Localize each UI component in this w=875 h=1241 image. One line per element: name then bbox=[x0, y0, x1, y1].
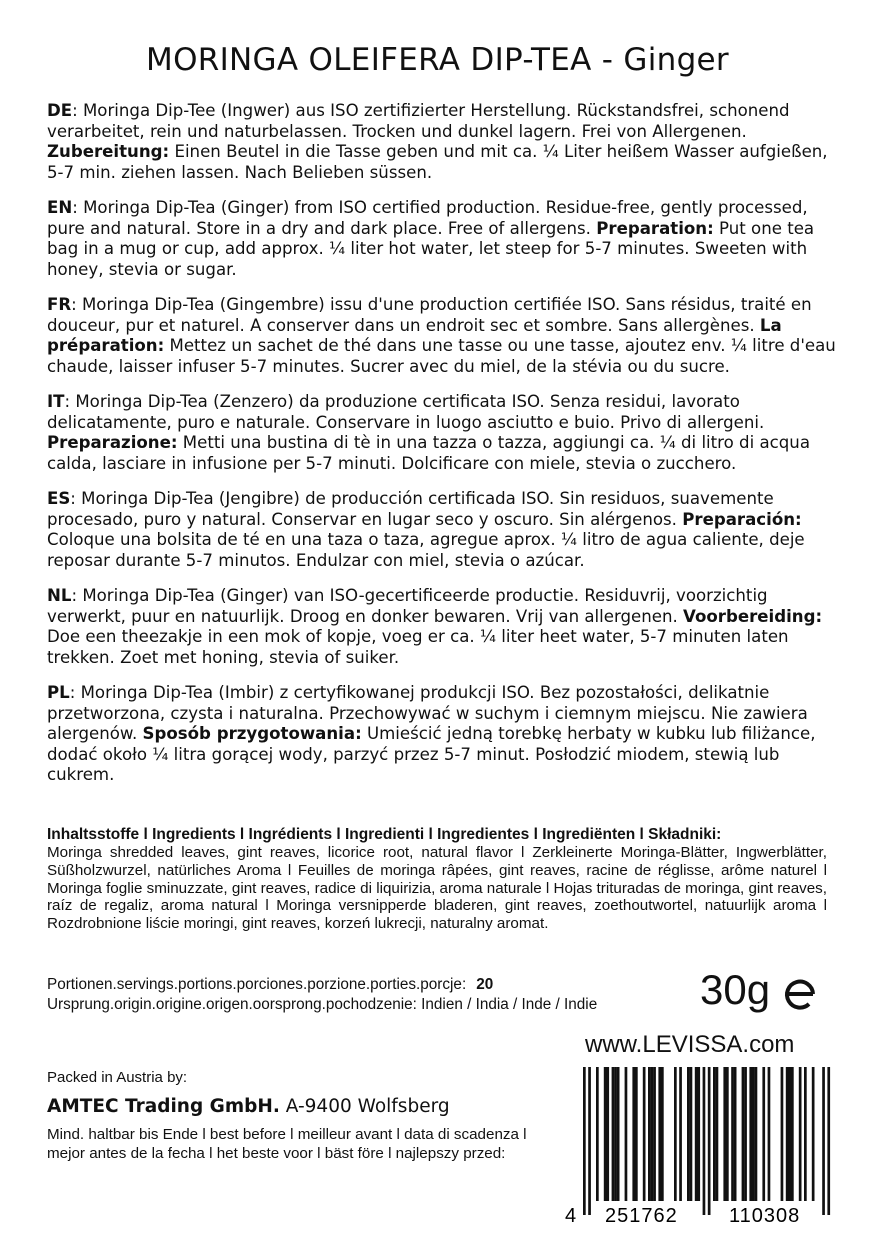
barcode-bar bbox=[755, 1067, 758, 1201]
section-pl bbox=[47, 683, 847, 786]
barcode-bar bbox=[812, 1067, 815, 1201]
barcode-bar bbox=[726, 1067, 729, 1201]
prep-label: Zubereitung: bbox=[47, 142, 170, 161]
barcode-bar bbox=[648, 1067, 651, 1201]
barcode-bar bbox=[614, 1067, 617, 1201]
lang-code: IT bbox=[47, 392, 65, 411]
barcode-bar bbox=[713, 1067, 716, 1201]
barcode-bar bbox=[781, 1067, 784, 1201]
section-text: : Moringa Dip-Tee (Ingwer) aus ISO zertifizierter Herstellung. Rückstandsfrei, schonend verarbeitet, rein und naturbelassen. Trocken und dunkel lagern. Frei von Allergenen. bbox=[47, 101, 790, 141]
barcode-right-digits: 110308 bbox=[729, 1205, 801, 1225]
barcode bbox=[565, 1067, 843, 1225]
section-de bbox=[47, 101, 847, 183]
barcode-bar bbox=[768, 1067, 771, 1201]
company-line bbox=[47, 1096, 450, 1117]
barcode-bar bbox=[658, 1067, 661, 1201]
origin-line: Ursprung.origin.origine.origen.oorsprong.pochodzenie: Indien / India / Inde / Indie bbox=[47, 996, 598, 1013]
section-text: : Moringa Dip-Tea (Jengibre) de producción certificada ISO. Sin residuos, suavemente procesado, puro y natural. Conservar en lugar seco y oscuro. Sin alérgenos. bbox=[47, 489, 774, 529]
barcode-bar bbox=[697, 1067, 700, 1201]
barcode-bar bbox=[734, 1067, 737, 1201]
lang-code: DE bbox=[47, 101, 73, 120]
barcode-bar bbox=[731, 1067, 734, 1201]
barcode-bar bbox=[695, 1067, 698, 1201]
barcode-bar bbox=[744, 1067, 747, 1201]
barcode-bar bbox=[708, 1067, 711, 1215]
barcode-first-digit: 4 bbox=[565, 1205, 577, 1225]
prep-text: Einen Beutel in die Tasse geben und mit ca. ¼ Liter heißem Wasser aufgießen, 5-7 min. ziehen lassen. Nach Belieben süssen. bbox=[47, 142, 828, 182]
best-before-label: Mind. haltbar bis Ende l best before l meilleur avant l data di scadenza l mejor antes de la fecha l het beste voor l bäst före l najlepszy przed: bbox=[47, 1126, 527, 1162]
barcode-bar bbox=[674, 1067, 677, 1201]
section-es bbox=[47, 489, 847, 571]
prep-text: Put one tea bag in a mug or cup, add approx. ¼ liter hot water, let steep for 5-7 minutes. Sweeten with honey, stevia or sugar. bbox=[47, 218, 815, 279]
prep-text: Metti una bustina di tè in una tazza o tazza, aggiungi ca. ¼ di litro di acqua calda, lasciare in infusione per 5-7 minuti. Dolcificare con miele, stevia o zucchero. bbox=[47, 433, 810, 473]
barcode-bars bbox=[583, 1067, 830, 1215]
website: www.LEVISSA.com bbox=[585, 1031, 795, 1058]
net-weight: 30g bbox=[700, 966, 771, 1013]
section-text: : Moringa Dip-Tea (Zenzero) da produzione certificata ISO. Senza residui, lavorato delicatamente, puro e naturale. Conservare in luogo asciutto e buio. Privo di allergeni. bbox=[47, 392, 765, 432]
section-text: : Moringa Dip-Tea (Ginger) from ISO certified production. Residue-free, gently processed, pure and natural. Store in a dry and dark place. Free of allergens. bbox=[47, 198, 808, 238]
barcode-bar bbox=[612, 1067, 615, 1201]
section-text: : Moringa Dip-Tea (Gingembre) issu d'une production certifiée ISO. Sans résidus, traité en douceur, pur et naturel. A conserver dans un endroit sec et sombre. Sans allergènes. bbox=[47, 295, 812, 335]
prep-text: Coloque una bolsita de té en una taza o taza, agregue aprox. ¼ litro de agua caliente, deje reposar durante 5-7 minutos. Endulzar con miel, stevia o azúcar. bbox=[47, 530, 805, 570]
packed-label: Packed in Austria by: bbox=[47, 1069, 188, 1086]
barcode-bar bbox=[749, 1067, 752, 1201]
barcode-bar bbox=[786, 1067, 789, 1201]
barcode-bar bbox=[822, 1067, 825, 1215]
prep-text: Umieścić jedną torebkę herbaty w kubku lub filiżance, dodać około ¼ litra gorącej wody, parzyć przez 5-7 minut. Posłodzić miodem, stewią lub cukrem. bbox=[47, 724, 816, 784]
prep-text: Doe een theezakje in een mok of kopje, voeg er ca. ¼ liter heet water, 5-7 minuten laten trekken. Zoet met honing, stevia of suiker. bbox=[47, 627, 789, 667]
portions-label: Portionen.servings.portions.porciones.porzione.porties.porcje: bbox=[47, 976, 467, 993]
language-sections bbox=[47, 101, 847, 801]
company-name: AMTEC Trading GmbH. bbox=[47, 1096, 280, 1117]
barcode-bar bbox=[804, 1067, 807, 1201]
barcode-bar bbox=[788, 1067, 791, 1201]
barcode-bar bbox=[752, 1067, 755, 1201]
prep-label: La préparation: bbox=[47, 315, 782, 355]
barcode-bar bbox=[716, 1067, 719, 1201]
ingredients-text: Moringa shredded leaves, gint reaves, licorice root, natural flavor l Zerkleinerte Moringa-Blätter, Ingwerblätter, Süßholzwurzel, natürliches Aroma l Feuilles de moringa râpées, gint reaves, racine de réglisse, arôme naturel l Moringa foglie sminuzzate, gint reaves, radice di liquirizia, aroma naturale l Hojas trituradas de moringa, gint reaves, raíz de regaliz, aroma natural l Moringa versnipperde bladeren, gint reaves, zoethoutwortel, natuurlijk aroma l Rozdrobnione liście moringi, gint reaves, korzeń lukrecji, naturalny aromat. bbox=[47, 844, 827, 933]
lang-code: NL bbox=[47, 586, 72, 605]
barcode-bar bbox=[827, 1067, 830, 1215]
barcode-bar bbox=[661, 1067, 664, 1201]
prep-label: Preparación: bbox=[682, 509, 802, 529]
prep-text: Mettez un sachet de thé dans une tasse ou une tasse, ajoutez env. ¼ litre d'eau chaude, laisser infuser 5-7 minutes. Sucrer avec du miel, de la stévia ou du sucre. bbox=[47, 336, 836, 376]
lang-code: ES bbox=[47, 489, 71, 508]
section-en bbox=[47, 198, 847, 280]
section-fr bbox=[47, 295, 847, 377]
barcode-bar bbox=[635, 1067, 638, 1201]
barcode-bar bbox=[679, 1067, 682, 1201]
barcode-bar bbox=[632, 1067, 635, 1201]
prep-label: Sposób przygotowania: bbox=[142, 724, 362, 743]
barcode-bar bbox=[583, 1067, 586, 1215]
prep-label: Voorbereiding: bbox=[683, 606, 823, 626]
barcode-bar bbox=[588, 1067, 591, 1215]
section-text: : Moringa Dip-Tea (Imbir) z certyfikowanej produkcji ISO. Bez pozostałości, delikatnie przetworzona, czysta i naturalna. Przechowywać w suchym i ciemnym miejscu. Nie zawiera alergenów. bbox=[47, 683, 808, 743]
lang-code: EN bbox=[47, 198, 73, 217]
barcode-left-digits: 251762 bbox=[605, 1205, 678, 1225]
barcode-bar bbox=[617, 1067, 620, 1201]
barcode-bar bbox=[606, 1067, 609, 1201]
barcode-bar bbox=[690, 1067, 693, 1201]
section-it bbox=[47, 392, 847, 474]
portions-value: 20 bbox=[476, 976, 494, 993]
barcode-bar bbox=[762, 1067, 765, 1201]
barcode-bar bbox=[799, 1067, 802, 1201]
portions-line bbox=[47, 976, 493, 994]
lang-code: FR bbox=[47, 295, 72, 314]
lang-code: PL bbox=[47, 683, 70, 702]
barcode-bar bbox=[651, 1067, 654, 1201]
company-address: A-9400 Wolfsberg bbox=[279, 1096, 450, 1117]
barcode-bar bbox=[625, 1067, 628, 1201]
barcode-bar bbox=[742, 1067, 745, 1201]
prep-label: Preparazione: bbox=[47, 433, 178, 452]
estimated-sign-icon bbox=[782, 974, 822, 1014]
barcode-bar bbox=[643, 1067, 646, 1201]
prep-label: Preparation: bbox=[596, 218, 714, 238]
barcode-bar bbox=[703, 1067, 706, 1215]
product-title: MORINGA OLEIFERA DIP-TEA - Ginger bbox=[146, 42, 729, 78]
barcode-bar bbox=[604, 1067, 607, 1201]
ingredients-heading: Inhaltsstoffe l Ingredients l Ingrédients l Ingredienti l Ingredientes l Ingrediënten l Składniki: bbox=[47, 826, 722, 843]
barcode-bar bbox=[723, 1067, 726, 1201]
barcode-bar bbox=[596, 1067, 599, 1201]
barcode-bar bbox=[687, 1067, 690, 1201]
section-text: : Moringa Dip-Tea (Ginger) van ISO-gecertificeerde productie. Residuvrij, voorzichtig verwerkt, puur en natuurlijk. Droog en donker bewaren. Vrij van allergenen. bbox=[47, 586, 768, 626]
barcode-bar bbox=[653, 1067, 656, 1201]
barcode-bar bbox=[791, 1067, 794, 1201]
section-nl bbox=[47, 586, 847, 668]
